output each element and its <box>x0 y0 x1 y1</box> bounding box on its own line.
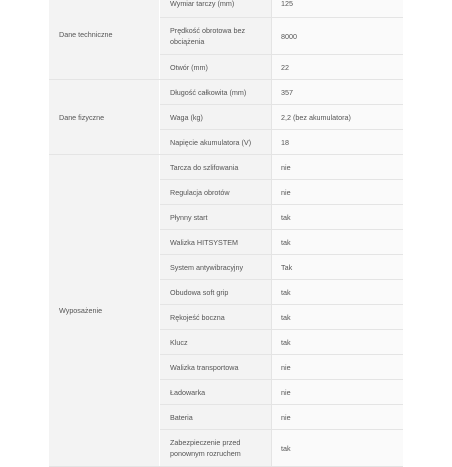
param-name: Regulacja obrotów <box>160 180 272 204</box>
table-row <box>160 0 403 18</box>
param-value: 8000 <box>272 18 403 54</box>
param-value: 357 <box>272 80 403 104</box>
param-value: Tak <box>272 255 403 279</box>
group-label: Wyposażenie <box>49 155 160 466</box>
param-value: nie <box>272 355 403 379</box>
param-name: Długość całkowita (mm) <box>160 80 272 104</box>
group-rows <box>160 155 403 466</box>
param-name: Płynny start <box>160 205 272 229</box>
param-value: tak <box>272 330 403 354</box>
param-name: Waga (kg) <box>160 105 272 129</box>
table-row <box>160 180 403 205</box>
param-name: Ładowarka <box>160 380 272 404</box>
param-value: 2,2 (bez akumulatora) <box>272 105 403 129</box>
table-row <box>160 255 403 280</box>
param-value: tak <box>272 205 403 229</box>
param-value: tak <box>272 230 403 254</box>
table-row <box>160 330 403 355</box>
table-row <box>160 430 403 466</box>
param-name: Otwór (mm) <box>160 55 272 79</box>
table-row <box>160 380 403 405</box>
param-name: Bateria <box>160 405 272 429</box>
table-row <box>160 80 403 105</box>
table-row <box>160 205 403 230</box>
param-name: Napięcie akumulatora (V) <box>160 130 272 154</box>
param-name: Wymiar tarczy (mm) <box>160 0 272 17</box>
param-name: Tarcza do szlifowania <box>160 155 272 179</box>
param-name: Walizka transportowa <box>160 355 272 379</box>
param-value: nie <box>272 155 403 179</box>
param-value: 18 <box>272 130 403 154</box>
table-row <box>160 55 403 79</box>
param-value: 22 <box>272 55 403 79</box>
group-label: Dane techniczne <box>49 0 160 79</box>
table-row <box>160 155 403 180</box>
param-name: Prędkość obrotowa bez obciążenia <box>160 18 272 54</box>
spec-group-physical <box>49 80 403 155</box>
param-name: Zabezpieczenie przed ponownym rozruchem <box>160 430 272 466</box>
param-value: 125 <box>272 0 403 17</box>
table-row <box>160 230 403 255</box>
param-name: System antywibracyjny <box>160 255 272 279</box>
param-value: tak <box>272 280 403 304</box>
param-name: Walizka HITSYSTEM <box>160 230 272 254</box>
group-rows <box>160 0 403 79</box>
param-name: Klucz <box>160 330 272 354</box>
table-row <box>160 18 403 55</box>
table-row <box>160 305 403 330</box>
param-name: Obudowa soft grip <box>160 280 272 304</box>
table-row <box>160 355 403 380</box>
specification-table <box>49 0 403 467</box>
table-row <box>160 130 403 154</box>
param-value: tak <box>272 430 403 466</box>
group-label: Dane fizyczne <box>49 80 160 154</box>
param-value: nie <box>272 180 403 204</box>
param-name: Rękojeść boczna <box>160 305 272 329</box>
table-row <box>160 105 403 130</box>
spec-group-equipment <box>49 155 403 467</box>
table-row <box>160 280 403 305</box>
spec-group-technical <box>49 0 403 80</box>
group-rows <box>160 80 403 154</box>
param-value: tak <box>272 305 403 329</box>
param-value: nie <box>272 380 403 404</box>
table-row <box>160 405 403 430</box>
param-value: nie <box>272 405 403 429</box>
